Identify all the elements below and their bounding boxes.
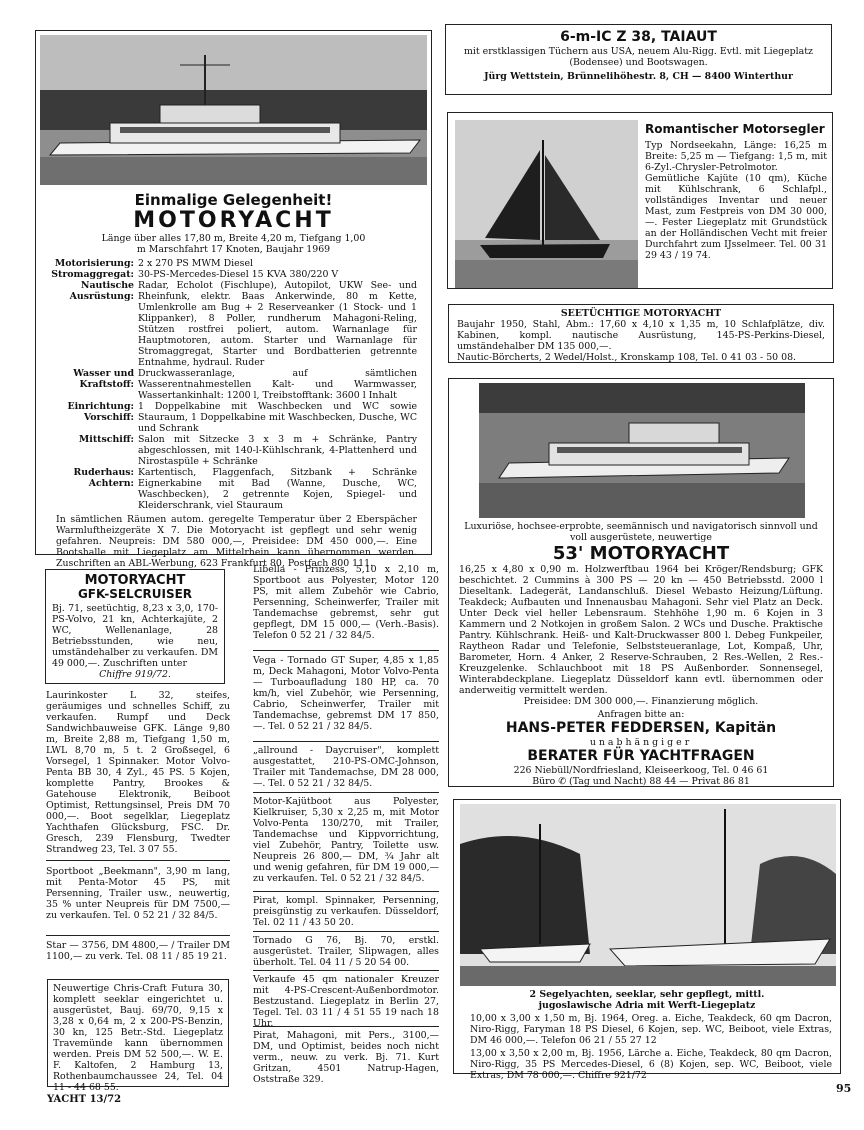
classified-pirat-mahagoni: Pirat, Mahagoni, mit Pers., 3100,— DM, und Optimist, beides noch nicht verm., neuw. zu verk. Bj. 71. Kurt Gritzan, 4501 Natrup-Hagen, Oststraße 329. (253, 1030, 439, 1085)
seetuechtige-title: SEETÜCHTIGE MOTORYACHT (560, 308, 722, 319)
feddersen-photo (479, 383, 803, 518)
footer-issue: YACHT 13/72 (47, 1094, 122, 1105)
divider (253, 741, 439, 742)
classified-vega-tornado: Vega - Tornado GT Super, 4,85 x 1,85 m, Deck Mahagoni, Motor Volvo-Penta — Turboaufladung 180 HP, ca. 70 km/h, viel Zubehör, wie Persenning, Cabrio, Scheinwerfer, Trailer mit Tandemachse, gebremst DM 17 850,—. Tel. 0 52 21 / 32 84/5. (253, 655, 439, 732)
segelyachten-item1: 10,00 x 3,00 x 1,50 m, Bj. 1964, Oreg. a. Eiche, Teakdeck, 60 qm Dacron, Niro-Rigg, Faryman 18 PS Diesel, 6 Kojen, sep. WC, Beiboot, viele Extras, DM 46 000,—. Telefon 06 21 / 55 27 12 (470, 1013, 832, 1046)
gfk-chiffre: Chiffre 919/72. (99, 669, 171, 680)
segelyachten-photo (460, 804, 834, 986)
feddersen-anfragen: Anfragen bitte an: (597, 709, 685, 720)
segelyachten-item2: 13,00 x 3,50 x 2,00 m, Bj. 1956, Lärche a. Eiche, Teakdeck, 80 qm Dacron, Niro-Rigg, 35 PS Mercedes-Diesel, 6 (8) Kojen, sep. WC, Beiboot, viele Extras, DM 78 000,—. Chiffre 921/72 (470, 1048, 832, 1081)
feddersen-price: Preisidee: DM 300 000,—. Finanzierung möglich. (523, 696, 759, 707)
feddersen-tagline: Luxuriöse, hochsee-erprobte, seemännisch und navigatorisch sinnvoll und voll ausgerüstete, neuwertige (464, 521, 818, 543)
seetuechtige-body: Baujahr 1950, Stahl, Abm.: 17,60 x 4,10 x 1,35 m, 10 Schlafplätze, div. Kabinen, kompl. nautische Ausrüstung, 145-PS-Perkins-Diesel, umständehalber DM 135 000,—. (457, 319, 825, 352)
spec-row: Motorisierung: 2 x 270 PS MWM Diesel (54, 258, 254, 269)
motorsegler-ad (447, 112, 833, 289)
spec-row: Nautische Ausrüstung: Radar, Echolot (Fischlupe), Autopilot, UKW See- und Rheinfunk, elektr. Baas Ankerwinde, 80 m Kette, Umlenkrolle am Bug + 2 Reserveanker (1 Stock- und 1 Klippanker), 8 Poller, rundherum Mahagoni-Reling, Stützen rostfrei poliert, autom. Warnanlage für Hauptmotoren, autom. Starter und Warnanlage für Stromaggregat, Starter und Bordbatterien getrennte Entnahme, hydraul. Ruder (69, 280, 417, 368)
divider (253, 792, 439, 793)
motoryacht-specs (36, 258, 431, 511)
divider (253, 650, 439, 651)
motoryacht-headline: Einmalige Gelegenheit! (134, 191, 333, 209)
classified-laurinkoster: Laurinkoster L 32, steifes, geräumiges und schnelles Schiff, zu verkaufen. Rumpf und Deck Sandwichbauweise GFK. Länge 9,80 m, Breite 2,88 m, Tiefgang 1,50 m, LWL 8,70 m, 5 t. 2 Großsegel, 6 Vorsegel, 1 Spinnaker. Motor Volvo-Penta BB 30, 4 Zyl., 45 PS. 5 Kojen, komplette Pantry, Brookes & Gatehouse Elektronik, Beiboot Optimist, Rettungsinsel, Preis DM 70 000,—. Boot segelklar, Liegeplatz Yachthafen Glücksburg, FSC. Dr. Gresch, 239 Flensburg, Twedter Strandweg 23, Tel. 3 07 55. (46, 690, 230, 855)
classified-tornado-g76: Tornado G 76, Bj. 70, erstkl. ausgerüstet. Trailer, Slipwagen, alles überholt. Tel. 04 11 / 5 20 54 00. (253, 935, 439, 968)
feddersen-body: 16,25 x 4,80 x 0,90 m. Holzwerftbau 1964 bei Kröger/Rendsburg; GFK beschichtet. 2 Cummins à 300 PS — 20 kn — 450 Betriebsstd. 2000 l Dieseltank. Ladegerät, Landanschluß. Diesel Webasto Heizung/Lüftung. Teakdeck; Aufbauten und Innenausbau Mahagoni. Sehr viel Platz an Deck. Unter Deck viel heller Lebensraum. Stehhöhe 1,90 m. 6 Kojen in 3 Kammern und 2 Notkojen in großem Salon. 2 WCs und Dusche. Praktische Pantry. Kühlschrank. Heiß- und Kalt-Druckwasser 800 l. Debeg Funkpeiler, Raytheon Radar und Telefonie, Selbststeueranlage, Lot, Kompaß, Uhr, Barometer, Horn. 4 Anker, 2 Reserve-Schrauben, 2 Res.-Wellen, 2 Res.-Kreuzgelenke. Schlauchboot mit 18 PS Außenborder. Sonnensegel, Winterabdeckplane. Liegeplatz Düsseldorf kann evtl. übernommen oder anderweitig vermittelt werden. (459, 564, 823, 696)
motoryacht-intro: Länge über alles 17,80 m, Breite 4,20 m, Tiefgang 1,00 m Marschfahrt 17 Knoten, Baujahr 1969 (101, 233, 366, 255)
chris-craft-body: Neuwertige Chris-Craft Futura 30, komplett seeklar eingerichtet u. ausgerüstet, Bauj. 69/70, 9,15 x 3,28 x 0,64 m, 2 x 200-PS-Benzin, 30 kn, 125 Betr.-Std. Liegeplatz Travemünde kann übernommen werden. Preis DM 52 500,—. W. E. F. Kaltofen, 2 Hamburg 13, Rothenbaumchaussee 24, Tel. 04 11 - 44 68 55. (53, 983, 223, 1093)
divider (46, 860, 230, 861)
feddersen-unabhaengiger: unabhängiger (589, 737, 693, 748)
motorsegler-photo (455, 120, 638, 288)
taiaut-title: 6-m-IC Z 38, TAIAUT (560, 29, 717, 45)
chris-craft-ad (47, 979, 229, 1093)
motorsegler-title: Romantischer Motorsegler (645, 122, 825, 136)
classified-beekmann: Sportboot „Beekmann", 3,90 m lang, mit Penta-Motor 45 PS, mit Persenning, Trailer usw., neuwertig, 35 % unter Neupreis für DM 7500,— zu verkaufen. Tel. 0 52 21 / 32 84/5. (46, 866, 230, 921)
divider (253, 1026, 439, 1027)
feddersen-title: 53' MOTORYACHT (552, 543, 730, 564)
taiaut-contact: Jürg Wettstein, Brünnelihöhestr. 8, CH — 8400 Winterthur (484, 71, 793, 82)
gfk-title1: MOTORYACHT (84, 573, 186, 588)
divider (253, 970, 439, 971)
gfk-title2: GFK-SELCRUISER (77, 587, 193, 601)
feddersen-ad (448, 378, 834, 787)
gfk-selcruiser-ad (45, 569, 225, 684)
footer-page-number: 95 (836, 1082, 852, 1095)
divider (253, 931, 439, 932)
classified-pirat-spinnaker: Pirat, kompl. Spinnaker, Persenning, preisgünstig zu verkaufen. Düsseldorf, Tel. 02 11 / 43 50 20. (253, 895, 439, 928)
taiaut-ad (445, 24, 832, 95)
spec-row: Mittschiff: Salon mit Sitzecke 3 x 3 m + Schränke, Pantry abgeschlossen, mit 140-l-Kühlschrank, 4-Plattenherd und Nirostaspüle + Schränke (78, 434, 417, 467)
segelyachten-ad (453, 799, 841, 1081)
spec-row: Stromaggregat: 30-PS-Mercedes-Diesel 15 KVA 380/220 V (51, 269, 339, 280)
gfk-body: Bj. 71, seetüchtig, 8,23 x 3,0, 170-PS-Volvo, 21 kn, Achterkajüte, 2 WC, Wellenanlage, 28 Betriebsstunden, wie neu, umständehalber zu verkaufen. DM 49 000,—. Zuschriften unter (52, 603, 218, 669)
divider (253, 891, 439, 892)
segelyachten-caption: 2 Segelyachten, seeklar, sehr gepflegt, mittl. jugoslawische Adria mit Werft-Liegeplatz (529, 989, 765, 1011)
classified-daycruiser: „allround - Daycruiser", komplett ausgestattet, 210-PS-OMC-Johnson, Trailer mit Tandemachse, DM 28 000,—. Tel. 0 52 21 / 32 84/5. (253, 745, 439, 789)
motoryacht-title: MOTORYACHT (133, 208, 334, 233)
feddersen-name: HANS-PETER FEDDERSEN, Kapitän (505, 720, 777, 736)
divider (46, 935, 230, 936)
spec-row: Wasser und Kraftstoff: Druckwasseranlage, auf sämtlichen Wasserentnahmestellen Kalt- und Warmwasser, Wassertankinhalt: 1200 l, Treibstofftank: 3600 l Inhalt (73, 368, 417, 401)
motoryacht-ad (35, 30, 432, 569)
classified-libella: Libella - Prinzess, 5,10 x 2,10 m, Sportboot aus Polyester, Motor 120 PS, mit allem Zubehör wie Cabrio, Persenning, Scheinwerfer, Trailer mit Tandemachse gebremst, sehr gut gepflegt, DM 15 000,— (Verh.-Basis). Telefon 0 52 21 / 32 84/5. (253, 564, 439, 641)
classified-kajuetboot: Motor-Kajütboot aus Polyester, Kielkruiser, 5,30 x 2,25 m, mit Motor Volvo-Penta 130/270, mit Trailer, Tandemachse und Kippvorrichtung, viel Zubehör, Pantry, Toilette usw. Neupreis 26 800,— DM, ¾ Jahr alt und wenig gefahren, für DM 19 000,— zu verkaufen. Tel. 0 52 21 / 32 84/5. (253, 796, 439, 884)
spec-row: Einrichtung: Vorschiff: 1 Doppelkabine mit Waschbecken und WC sowie Stauraum, 1 Doppelkabine mit Waschbecken, Dusche, WC und Schrank (67, 401, 417, 434)
seetuechtige-ad (448, 304, 834, 363)
classified-kreuzer: Verkaufe 45 qm nationaler Kreuzer mit 4-PS-Crescent-Außenbordmotor. Bestzustand. Liegeplatz in Berlin 27, Tegel. Tel. 03 11 / 4 51 55 19 nach 18 Uhr. (253, 974, 439, 1029)
spec-row: Ruderhaus: Achtern: Kartentisch, Flaggenfach, Sitzbank + Schränke Eignerkabine mit Bad (Wanne, Dusche, WC, Waschbecken), 2 getrennte Kojen, Spiegel- und Kleiderschrank, viel Stauraum (73, 467, 417, 511)
motoryacht-photo (40, 35, 427, 185)
seetuechtige-contact: Nautic-Börcherts, 2 Wedel/Holst., Kronskamp 108, Tel. 0 41 03 - 50 08. (457, 352, 797, 363)
motorsegler-body: Typ Nordseekahn, Länge: 16,25 m Breite: 5,25 m — Tiefgang: 1,5 m, mit 6-Zyl.-Chrysler-Petrolmotor. Gemütliche Kajüte (10 qm), Küche mit Kühlschrank, 6 Schlafpl., vollständiges Inventar und neuer Mast, zum Festpreis von DM 30 000,—. Fester Liegeplatz mit Grundstück an der Holländischen Vecht mit freier Durchfahrt zum IJsselmeer. Tel. 00 31 29 43 / 19 74. (645, 140, 827, 261)
taiaut-body: mit erstklassigen Tüchern aus USA, neuem Alu-Rigg. Evtl. mit Liegeplatz (Bodensee) und Bootswagen. (464, 46, 813, 68)
feddersen-berater: BERATER FÜR YACHTFRAGEN (527, 748, 755, 764)
feddersen-address: 226 Niebüll/Nordfriesland, Kleiseerkoog, Tel. 0 46 61 (513, 765, 769, 776)
motoryacht-closing: In sämtlichen Räumen autom. geregelte Temperatur über 2 Eberspächer Warmluftheizgeräte X 7. Die Motoryacht ist gepflegt und sehr wenig gefahren. Neupreis: DM 580 000,—, Preisidee: DM 450 000,—. Eine Bootshalle mit Liegeplatz am Mittelrhein kann übernommen werden. Zuschriften an ABL-Werbung, 623 Frankfurt 80, Postfach 800 111. (56, 514, 417, 569)
feddersen-phone: Büro ✆ (Tag und Nacht) 88 44 — Privat 86 81 (532, 776, 750, 787)
classified-star: Star — 3756, DM 4800,— / Trailer DM 1100,— zu verk. Tel. 08 11 / 85 19 21. (46, 940, 230, 962)
